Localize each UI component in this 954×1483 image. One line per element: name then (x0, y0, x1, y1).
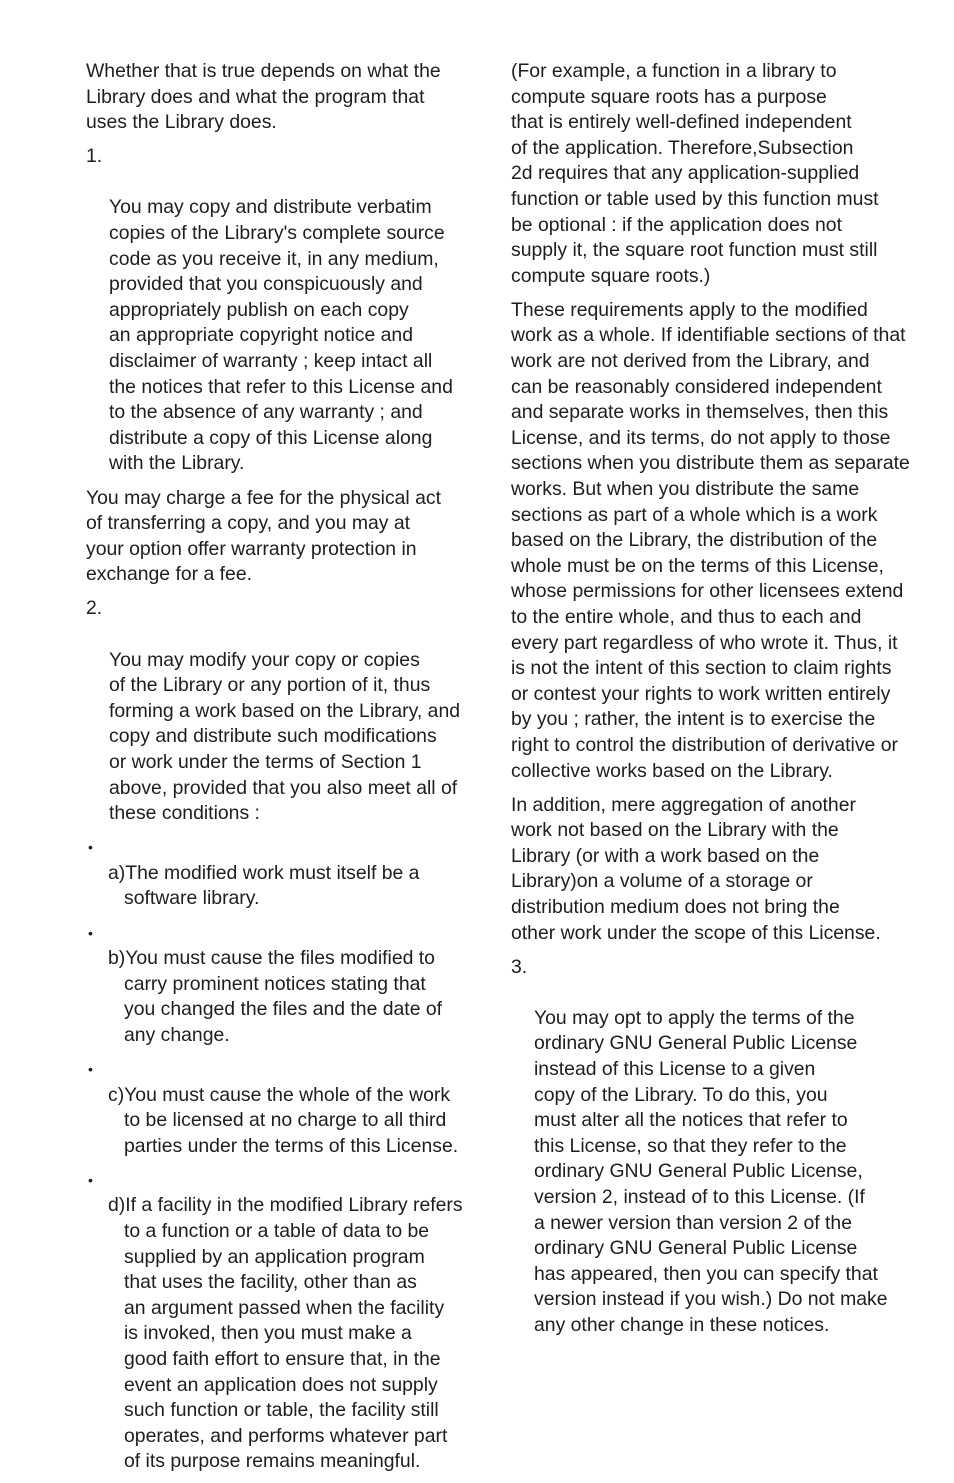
bullet-first-line: a)The modified work must itself be a (108, 861, 420, 884)
bullet-dot-icon: • (88, 1060, 93, 1077)
bullet-item-c (86, 1057, 478, 1159)
item-text: You may opt to apply the terms of the ordinary GNU General Public License instead of this License to a given copy of the Library. To do this, you must alter all the notices that refer to this License, so that they refer to the ordinary GNU General Public License, version 2, instead of to this License. (If a newer version than version 2 of the ordinary GNU General Public License has appeared, then you can specify that version instead if you wish.) Do not make any other change in these notices. (534, 1006, 888, 1336)
item-number: 2. (86, 597, 103, 620)
bullet-first-line: c)You must cause the whole of the work (108, 1083, 451, 1106)
aggregation-paragraph: In addition, mere aggregation of another work not based on the Library with the Library (or with a work based on the Library)on a volume of a storage or distribution medium does not bring the other work under the scope of this License. (511, 793, 881, 944)
bullet-item-d (86, 1168, 478, 1475)
bullet-first-line: d)If a facility in the modified Library refers (108, 1194, 463, 1217)
numbered-item-2 (86, 596, 478, 826)
numbered-item-3 (511, 955, 913, 1339)
bullet-continuation: carry prominent notices stating that you changed the files and the date of any change. (124, 972, 443, 1046)
fee-paragraph: You may charge a fee for the physical act of transferring a copy, and you may at your option offer warranty protection in exchange for a fee. (86, 486, 441, 586)
numbered-item-1 (86, 144, 478, 477)
bullet-item-a (86, 835, 478, 912)
bullet-continuation: software library. (124, 887, 260, 910)
bullet-dot-icon: • (88, 1171, 93, 1188)
intro-paragraph: Whether that is true depends on what the Library does and what the program that uses the Library does. (86, 60, 441, 134)
item-text: You may copy and distribute verbatim copies of the Library's complete source code as you receive it, in any medium, provided that you conspicuously and appropriately publish on each copy an appropriate copyright notice and disclaimer of warranty ; keep intact all the notices that refer to this License and to the absence of any warranty ; and distribute a copy of this License along with the Library. (109, 196, 453, 475)
requirements-paragraph: These requirements apply to the modified work as a whole. If identifiable sections of that work are not derived from the Library, and can be reasonably considered independent and separate works in themselves, then this License, and its terms, do not apply to those sections when you distribute them as separate works. But when you distribute the same sections as part of a whole which is a work based on the Library, the distribution of the whole must be on the terms of this License, whose permissions for other licensees extend to the entire whole, and thus to each and every part regardless of who wrote it. Thus, it is not the intent of this section to claim rights or contest your rights to work written entirely by you ; rather, the intent is to exercise the right to control the distribution of derivative or collective works based on the Library. (511, 298, 910, 782)
bullet-continuation: to a function or a table of data to be supplied by an application program that uses the facility, other than as an argument passed when the facility is invoked, then you must make a good faith effort to ensure that, in the event an application does not supply such function or table, the facility still operates, and performs whatever part of its purpose remains meaningful. (124, 1220, 448, 1473)
example-paragraph: (For example, a function in a library to compute square roots has a purpose that is entirely well-defined independent of the application. Therefore,Subsection 2d requires that any application-supplied function or table used by this function must be optional : if the application does not supply it, the square root function must still compute square roots.) (511, 60, 879, 287)
bullet-first-line: b)You must cause the files modified to (108, 947, 435, 970)
bullet-dot-icon: • (88, 924, 93, 941)
bullet-continuation: to be licensed at no charge to all third parties under the terms of this License. (124, 1109, 459, 1157)
right-column (511, 59, 913, 1347)
item-number: 3. (511, 955, 528, 978)
left-column (86, 59, 478, 1483)
item-number: 1. (86, 145, 103, 168)
item-text: You may modify your copy or copies of the Library or any portion of it, thus forming a work based on the Library, and copy and distribute such modifications or work under the terms of Section 1 above, provided that you also meet all of these conditions : (109, 648, 461, 825)
bullet-dot-icon: • (88, 839, 93, 856)
bullet-item-b (86, 921, 478, 1049)
